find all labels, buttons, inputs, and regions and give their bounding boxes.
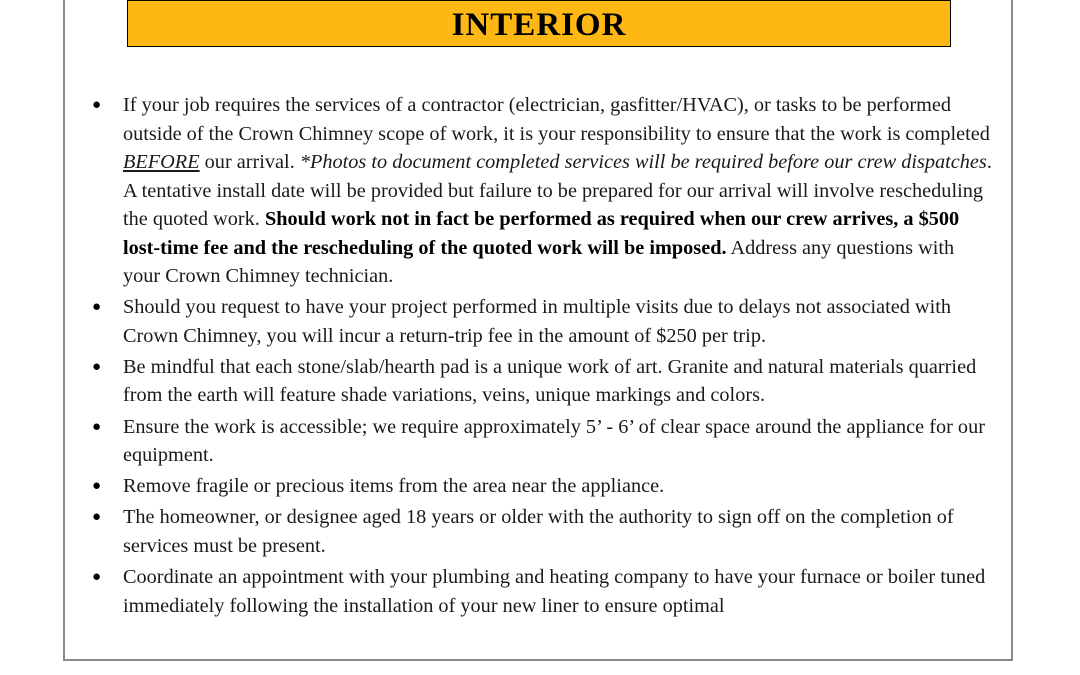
requirements-list: [90, 91, 995, 623]
photo-note: *Photos to document completed services will be required before our crew dispatches: [299, 151, 987, 173]
list-item: [90, 472, 995, 501]
section-header-banner: [127, 0, 951, 47]
list-item-text: [123, 94, 992, 287]
list-item: [90, 91, 995, 291]
list-item-text: The homeowner, or designee aged 18 years or older with the authority to sign off on the completion of services must be present.: [123, 506, 954, 557]
list-item: [90, 503, 995, 560]
bullet-icon: ●: [92, 358, 102, 375]
bullet-icon: ●: [92, 478, 102, 495]
text-run: Address any questions with your Crown Chimney technician.: [123, 236, 955, 287]
list-item-text: Remove fragile or precious items from the area near the appliance.: [123, 475, 665, 498]
text-run: . A tentative install date will be provided but failure to be prepared for our arrival will involve rescheduling the quoted work.: [123, 151, 992, 230]
list-item: [90, 293, 995, 350]
list-item-text: Ensure the work is accessible; we require approximately 5’ - 6’ of clear space around the appliance for our equipment.: [123, 415, 985, 467]
bullet-icon: ●: [92, 418, 102, 435]
emphasis-before: BEFORE: [123, 151, 200, 173]
list-item-text: Should you request to have your project performed in multiple visits due to delays not associated with Crown Chimney, you will incur a return-trip fee in the amount of $250 per trip.: [123, 296, 951, 347]
bullet-icon: ●: [92, 97, 102, 113]
text-run: our arrival.: [199, 151, 300, 173]
lost-time-fee-warning: Should work not in fact be performed as required when our crew arrives, a $500 lost-time fee and the rescheduling of the quoted work will be imposed.: [123, 208, 960, 259]
list-item: [90, 563, 995, 620]
list-item-text: Coordinate an appointment with your plumbing and heating company to have your furnace or boiler tuned immediately following the installation of your new liner to ensure optimal: [123, 566, 986, 617]
list-item: [90, 413, 995, 470]
list-item-text: Be mindful that each stone/slab/hearth pad is a unique work of art. Granite and natural materials quarried from the earth will feature shade variations, veins, unique markings and colors.: [123, 355, 977, 407]
list-item: [90, 353, 995, 410]
bullet-icon: ●: [92, 299, 102, 316]
bullet-icon: ●: [92, 509, 102, 526]
section-title: INTERIOR: [451, 7, 627, 43]
text-run: If your job requires the services of a contractor (electrician, gasfitter/HVAC), or tasks to be performed outside of the Crown Chimney scope of work, it is your responsibility to ensure that the work is completed: [123, 94, 990, 145]
bullet-icon: ●: [92, 569, 102, 586]
